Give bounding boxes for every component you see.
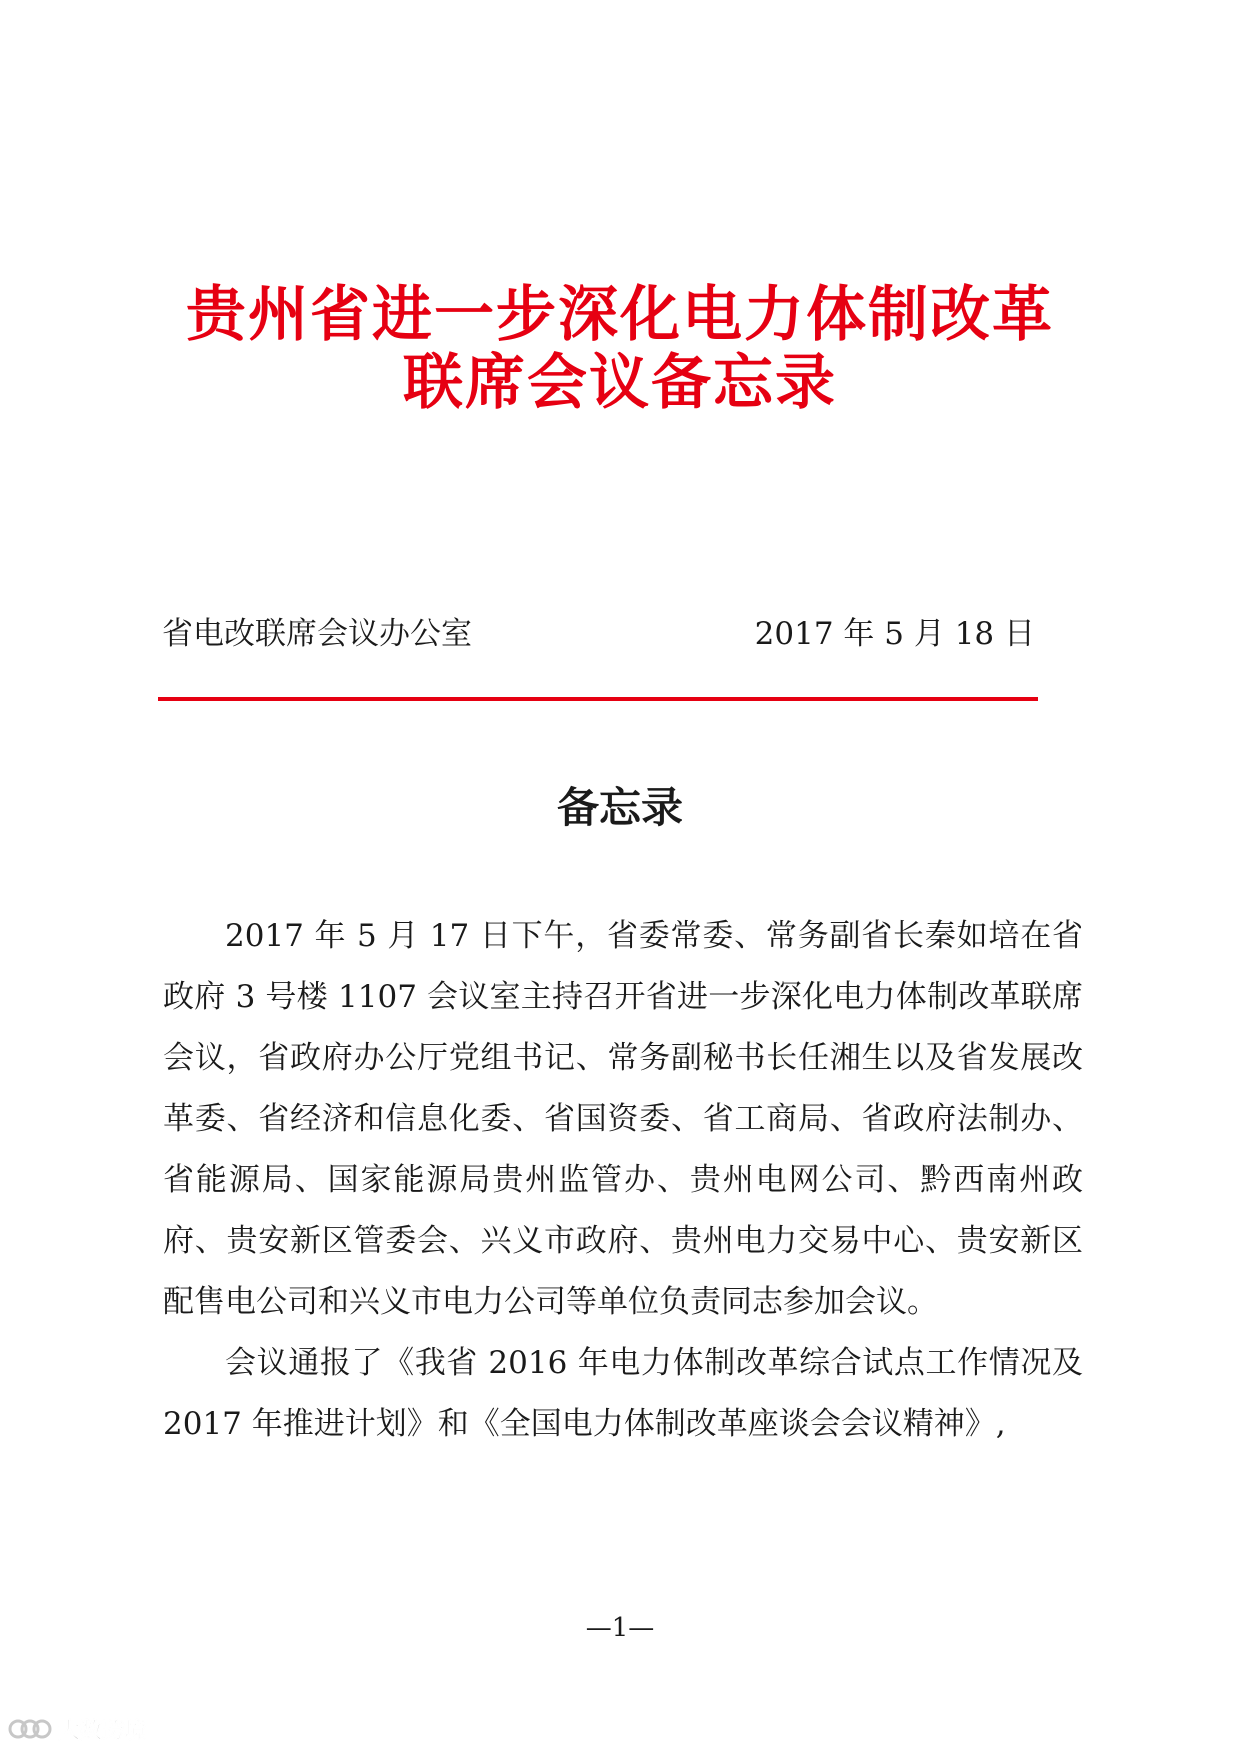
document-title-line-2: 联席会议备忘录: [403, 348, 837, 418]
issue-date: 2017 年 5 月 18 日: [754, 616, 1035, 652]
red-separator-rule: [158, 697, 1038, 701]
memo-body: [163, 906, 1083, 1455]
document-title-line-1: 贵州省进一步深化电力体制改革: [186, 280, 1054, 350]
issuer-row: [162, 612, 1035, 656]
issuing-office: 省电改联席会议办公室: [162, 616, 472, 652]
watermark-logo-icon: [8, 1714, 52, 1744]
body-paragraph: 2017 年 5 月 17 日下午，省委常委、常务副省长秦如培在省政府 3 号楼 1107 会议室主持召开省进一步深化电力体制改革联席会议，省政府办公厅党组书记、常务副秘书长任湘生以及省发展改革委、省经济和信息化委、省国资委、省工商局、省政府法制办、省能源局、国家能源局贵州监管办、贵州电网公司、黔西南州政府、贵安新区管委会、兴义市政府、贵州电力交易中心、贵安新区配售电公司和兴义市电力公司等单位负责同志参加会议。: [163, 918, 1083, 1320]
memo-heading: 备忘录: [556, 783, 683, 832]
watermark: [8, 1712, 146, 1746]
watermark-text: 大数跨境: [58, 1718, 147, 1744]
body-paragraph: 会议通报了《我省 2016 年电力体制改革综合试点工作情况及 2017 年推进计划》和《全国电力体制改革座谈会会议精神》,: [163, 1345, 1083, 1442]
page-number: —1—: [585, 1613, 655, 1643]
